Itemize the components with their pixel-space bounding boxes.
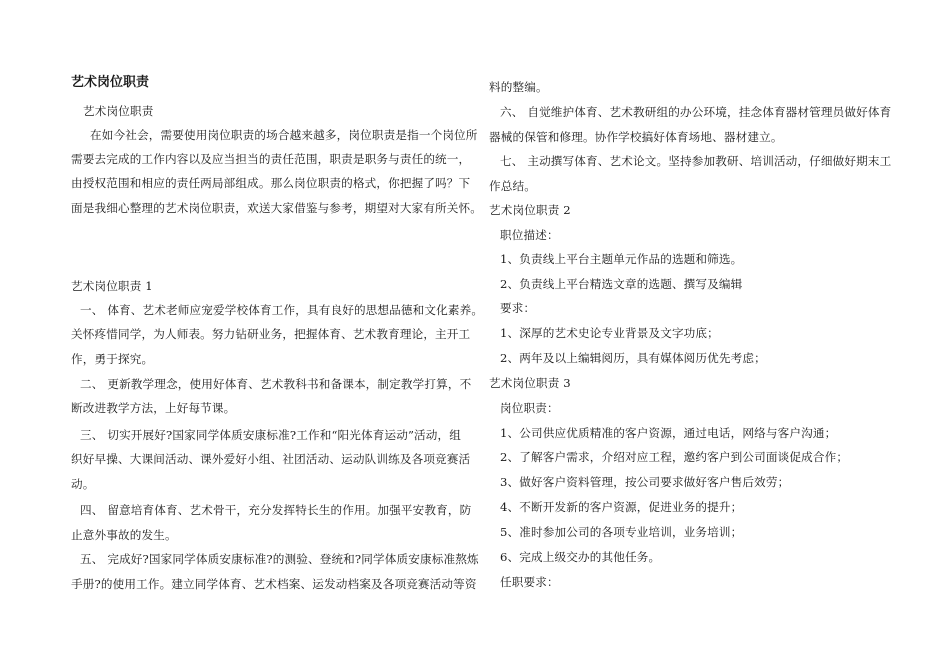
sub-heading: 职位描述： [500, 228, 559, 242]
list-item: 1、深厚的艺术史论专业背景及文字功底； [500, 326, 719, 340]
duty-line: 五、 完成好?国家同学体质安康标准?的测验、登统和?同学体质安康标准熬炼 [80, 552, 479, 566]
duty-line: 六、 自觉维护体育、艺术教研组的办公环境，挂念体育器材管理员做好体育 [500, 105, 892, 119]
duty-line: 止意外事故的发生。 [71, 528, 177, 542]
sub-heading: 任职要求： [500, 575, 559, 589]
sub-heading: 岗位职责： [500, 401, 559, 415]
list-item: 2、两年及以上编辑阅历，具有媒体阅历优先考虑； [500, 351, 766, 365]
duty-line: 动。 [71, 477, 95, 491]
subtitle-line: 艺术岗位职责 [83, 104, 154, 118]
list-item: 2、了解客户需求，介绍对应工程，邀约客户到公司面谈促成合作； [500, 450, 849, 464]
duty-line: 关怀疼惜同学，为人师表。努力钻研业务，把握体育、艺术教育理论，主开工 [71, 327, 471, 341]
duty-line: 一、 体育、艺术老师应宠爱学校体育工作，具有良好的思想品德和文化素养。 [80, 303, 484, 317]
duty-line: 作，勇于探究。 [71, 352, 154, 366]
list-item: 6、完成上级交办的其他任务。 [500, 550, 661, 564]
document-title: 艺术岗位职责 [71, 75, 150, 90]
intro-line: 面是我细心整理的艺术岗位职责，欢送大家借鉴与参考，期望对大家有所关怀。 [71, 201, 483, 215]
duty-line: 七、 主动撰写体育、艺术论文。坚持参加教研、培训活动，仔细做好期末工 [500, 154, 892, 168]
list-item: 1、负责线上平台主题单元作品的选题和筛选。 [500, 252, 743, 266]
list-item: 4、不断开发新的客户资源，促进业务的提升； [500, 500, 743, 514]
list-item: 1、公司供应优质精准的客户资源，通过电话，网络与客户沟通； [500, 426, 837, 440]
section-heading-3: 艺术岗位职责 3 [489, 376, 571, 390]
list-item: 3、做好客户资料管理，按公司要求做好客户售后效劳； [500, 475, 790, 489]
duty-line: 织好早操、大课间活动、课外爱好小组、社团活动、运动队训练及各项竞赛活 [71, 452, 471, 466]
duty-line: 四、 留意培育体育、艺术骨干，充分发挥特长生的作用。加强平安教育，防 [80, 503, 472, 517]
duty-line: 手册?的使用工作。建立同学体育、艺术档案、运发动档案及各项竞赛活动等资 [71, 577, 477, 591]
duty-line: 料的整编。 [489, 80, 548, 94]
duty-line: 器械的保管和修理。协作学校搞好体育场地、器材建立。 [489, 130, 783, 144]
section-heading-1: 艺术岗位职责 1 [71, 279, 153, 293]
list-item: 2、负责线上平台精选文章的选题、撰写及编辑 [500, 277, 743, 291]
sub-heading: 要求： [500, 301, 536, 315]
duty-line: 断改进教学方法，上好每节课。 [71, 401, 236, 415]
intro-line: 在如今社会，需要使用岗位职责的场合越来越多，岗位职责是指一个岗位所 [90, 128, 478, 142]
list-item: 5、准时参加公司的各项专业培训，业务培训； [500, 525, 743, 539]
duty-line: 二、 更新教学理念，使用好体育、艺术教科书和备课本，制定教学打算，不 [80, 377, 472, 391]
duty-line: 作总结。 [489, 179, 536, 193]
section-heading-2: 艺术岗位职责 2 [489, 203, 571, 217]
intro-line: 由授权范围和相应的责任两局部组成。那么岗位职责的格式，你把握了吗？下 [71, 176, 471, 190]
duty-line: 三、 切实开展好?国家同学体质安康标准?工作和“阳光体育运动”活动，组 [80, 428, 462, 442]
intro-line: 需要去完成的工作内容以及应当担当的责任范围，职责是职务与责任的统一， [71, 152, 471, 166]
